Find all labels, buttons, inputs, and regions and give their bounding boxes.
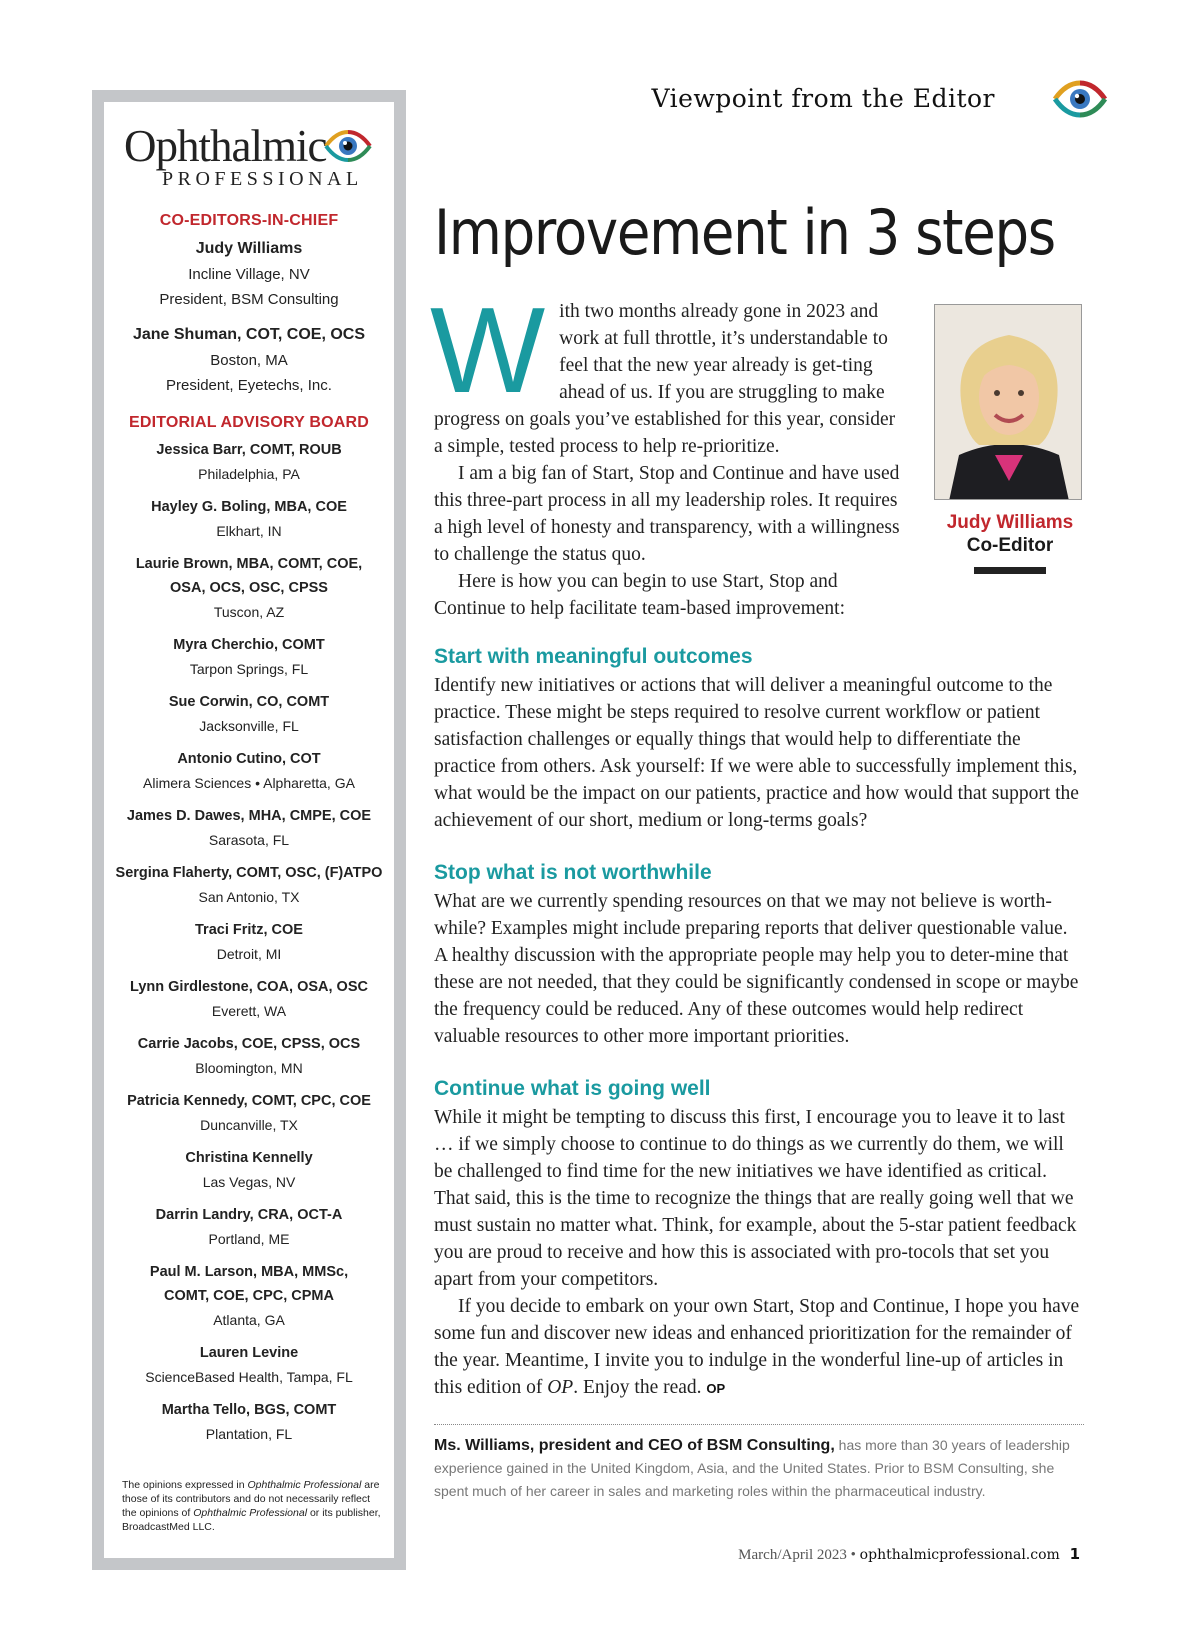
author-caption-role: Co-Editor	[966, 535, 1054, 556]
co-editor-title: President, Eyetechs, Inc.	[166, 377, 332, 394]
board-member-location: Everett, WA	[211, 1003, 287, 1019]
board-member	[104, 861, 394, 909]
disclaimer-text: are those of its contributors and do not necessarily reflect the opinions of	[122, 1479, 380, 1519]
footer-separator: •	[850, 1547, 856, 1563]
caption-divider	[974, 567, 1046, 574]
author-caption-name: Judy Williams	[946, 512, 1074, 533]
author-photo	[934, 304, 1082, 500]
board-member	[104, 918, 394, 966]
board-member-location: Portland, ME	[208, 1231, 290, 1247]
board-member	[104, 975, 394, 1023]
intro-paragraph: ith two months already gone in 2023 and work at full throttle, it’s understandable to feel that the new year already is get-ting ahead of us. If you are struggling to make progress on goals you’ve established for this year, consider a simple, tested process to help re-prioritize.	[434, 301, 896, 457]
section-heading: Start with meaningful outcomes	[434, 645, 753, 668]
article-title: Improvement in 3 steps	[434, 196, 1055, 269]
board-member-name: James D. Dawes, MHA, CMPE, COE	[126, 808, 372, 824]
board-member	[104, 1398, 394, 1446]
co-editor-entry	[104, 322, 394, 398]
board-member	[104, 438, 394, 486]
board-member-name: Traci Fritz, COE	[195, 922, 303, 938]
board-member-name: Paul M. Larson, MBA, MMSc,	[149, 1264, 349, 1280]
logo-wordmark: Ophthalmic	[124, 121, 327, 171]
board-member-location: Philadelphia, PA	[198, 466, 300, 482]
board-member-name: Lauren Levine	[199, 1345, 299, 1361]
article-section	[434, 860, 1084, 1050]
co-editor-location: Boston, MA	[210, 352, 288, 369]
board-member	[104, 747, 394, 795]
section-body: What are we currently spending resources on that we may not believe is worth-while? Examples might include preparing reports that deliver questionable value. A healthy discussion with the appropriate people may help you to deter-mine that these are not needed, that they could be significantly condensed in scope or maybe the frequency could be reduced. Any of these outcomes would help redirect valuable resources to other more important priorities.	[434, 891, 1079, 1047]
board-member-location: Las Vegas, NV	[202, 1174, 296, 1190]
bio-text: has more than 30 years of leadership experience gained in the United Kingdom, Asia, and the United States. Prior to BSM Consulting, she spent much of her career in sales and marketing roles within the pharmaceutical industry.	[434, 1437, 1070, 1499]
bio-lead: Ms. Williams, president and CEO of BSM Consulting,	[434, 1437, 835, 1454]
board-member-name: Christina Kennelly	[185, 1150, 313, 1166]
intro-paragraph: Here is how you can begin to use Start, Stop and Continue to help facilitate team-based improvement:	[434, 571, 845, 619]
board-member-name: Laurie Brown, MBA, COMT, COE,	[135, 556, 363, 572]
board-member-name: Jessica Barr, COMT, ROUB	[156, 442, 342, 458]
logo-subtitle: PROFESSIONAL	[162, 168, 363, 190]
board-member	[104, 1089, 394, 1137]
board-member-name: Carrie Jacobs, COE, CPSS, OCS	[137, 1036, 361, 1052]
disclaimer-text: or its publisher, BroadcastMed LLC.	[122, 1507, 381, 1533]
opinions-disclaimer	[122, 1478, 384, 1534]
board-member	[104, 1260, 394, 1332]
masthead-sidebar	[92, 90, 406, 1570]
section-body: Identify new initiatives or actions that will deliver a meaningful outcome to the practice. These might be steps required to resolve current workflow or patient satisfaction challenges or equally things that would help to differentiate the practice from others. Ask yourself: If we were able to successfully implement this, what would be the impact on our patients, practice and how would that support the achievement of our short, medium or long-terms goals?	[434, 675, 1079, 831]
article-sections	[434, 644, 1084, 1428]
article-section	[434, 1076, 1084, 1402]
co-editor-location: Incline Village, NV	[188, 266, 310, 283]
board-member-location: ScienceBased Health, Tampa, FL	[145, 1369, 353, 1385]
disclaimer-publication: Ophthalmic Professional	[193, 1507, 308, 1519]
article-intro	[430, 282, 904, 622]
board-member-name: Sergina Flaherty, COMT, OSC, (F)ATPO	[115, 865, 383, 881]
board-member	[104, 1032, 394, 1080]
co-editor-entry	[104, 236, 394, 312]
co-editor-name: Jane Shuman, COT, COE, OCS	[132, 326, 366, 343]
board-member-name: Sue Corwin, CO, COMT	[168, 694, 330, 710]
board-member	[104, 1203, 394, 1251]
board-member-name: Hayley G. Boling, MBA, COE	[151, 499, 347, 515]
board-member-name: Darrin Landry, CRA, OCT-A	[155, 1207, 343, 1223]
drop-cap: W	[430, 282, 546, 418]
board-member-location: Plantation, FL	[205, 1426, 293, 1442]
board-member-location: Bloomington, MN	[195, 1060, 303, 1076]
board-member	[104, 633, 394, 681]
advisory-board-heading: EDITORIAL ADVISORY BOARD	[128, 414, 370, 431]
author-bio	[434, 1434, 1084, 1503]
board-member	[104, 1146, 394, 1194]
board-member-location: San Antonio, TX	[198, 889, 300, 905]
board-member	[104, 1341, 394, 1389]
board-member-credentials: OSA, OCS, OSC, CPSS	[170, 580, 328, 596]
masthead-list	[104, 212, 394, 1446]
board-member-location: Elkhart, IN	[216, 523, 282, 539]
section-heading: Stop what is not worthwhile	[434, 861, 712, 884]
author-caption	[930, 511, 1090, 574]
board-member-location: Alimera Sciences • Alpharetta, GA	[143, 775, 355, 791]
page-number: 1	[1069, 1545, 1080, 1563]
board-member	[104, 552, 394, 624]
board-member-location: Jacksonville, FL	[199, 718, 299, 734]
bio-divider	[434, 1424, 1084, 1425]
co-editors-heading: CO-EDITORS-IN-CHIEF	[159, 212, 339, 229]
board-member	[104, 804, 394, 852]
board-member-location: Atlanta, GA	[213, 1312, 285, 1328]
closing-text: . Enjoy the read.	[573, 1377, 702, 1398]
publication-logo	[124, 121, 394, 194]
board-member-name: Antonio Cutino, COT	[177, 751, 321, 767]
author-portrait-image	[935, 305, 1082, 500]
section-body: While it might be tempting to discuss this first, I encourage you to leave it to last … if we simply choose to continue to do things as we currently do them, we will be challenged to find time for the new initiatives we have identified as critical. That said, this is the time to recognize the things that are really going well that we must sustain no matter what. Think, for example, about the 5-star patient feedback you are proud to receive and how this is associated with pro-tocols that set you apart from your competitors.	[434, 1107, 1077, 1290]
article-section	[434, 644, 1084, 834]
board-member-location: Tuscon, AZ	[213, 604, 285, 620]
end-mark: OP	[706, 1381, 726, 1396]
co-editor-title: President, BSM Consulting	[159, 291, 339, 308]
board-member-name: Lynn Girdlestone, COA, OSA, OSC	[130, 979, 368, 995]
board-member	[104, 690, 394, 738]
board-member-location: Duncanville, TX	[200, 1117, 298, 1133]
disclaimer-publication: Ophthalmic Professional	[247, 1479, 362, 1491]
board-member-name: Patricia Kennedy, COMT, CPC, COE	[127, 1093, 371, 1109]
board-member-name: Martha Tello, BGS, COMT	[161, 1402, 337, 1418]
section-label: Viewpoint from the Editor	[651, 84, 995, 113]
eye-logo-icon	[324, 130, 372, 162]
publication-abbrev: OP	[547, 1377, 574, 1398]
page-footer	[738, 1545, 1080, 1564]
board-member	[104, 495, 394, 543]
board-member-name: Myra Cherchio, COMT	[173, 637, 325, 653]
masthead-panel	[104, 102, 394, 1558]
eye-logo-icon	[1052, 80, 1108, 118]
board-member-location: Sarasota, FL	[208, 832, 290, 848]
co-editor-name: Judy Williams	[195, 240, 303, 257]
board-member-credentials: COMT, COE, CPC, CPMA	[164, 1288, 334, 1304]
closing-text: If you decide to embark on your own Start, Stop and Continue, I hope you have some fun and discover new ideas and enhanced prioritization for the remainder of the year. Meantime, I invite you to indulge in the wonderful line-up of articles in this edition of	[434, 1296, 1080, 1398]
issue-date: March/April 2023	[738, 1547, 847, 1563]
section-heading: Continue what is going well	[434, 1077, 711, 1100]
board-member-location: Tarpon Springs, FL	[189, 661, 309, 677]
intro-paragraph: I am a big fan of Start, Stop and Continue and have used this three-part process in all my leadership roles. It requires a high level of honesty and transparency, with a willingness to challenge the status quo.	[434, 463, 900, 565]
board-member-location: Detroit, MI	[216, 946, 282, 962]
website-link[interactable]: ophthalmicprofessional.com	[859, 1547, 1060, 1563]
disclaimer-text: The opinions expressed in	[122, 1479, 248, 1491]
closing-paragraph	[434, 1293, 1084, 1402]
